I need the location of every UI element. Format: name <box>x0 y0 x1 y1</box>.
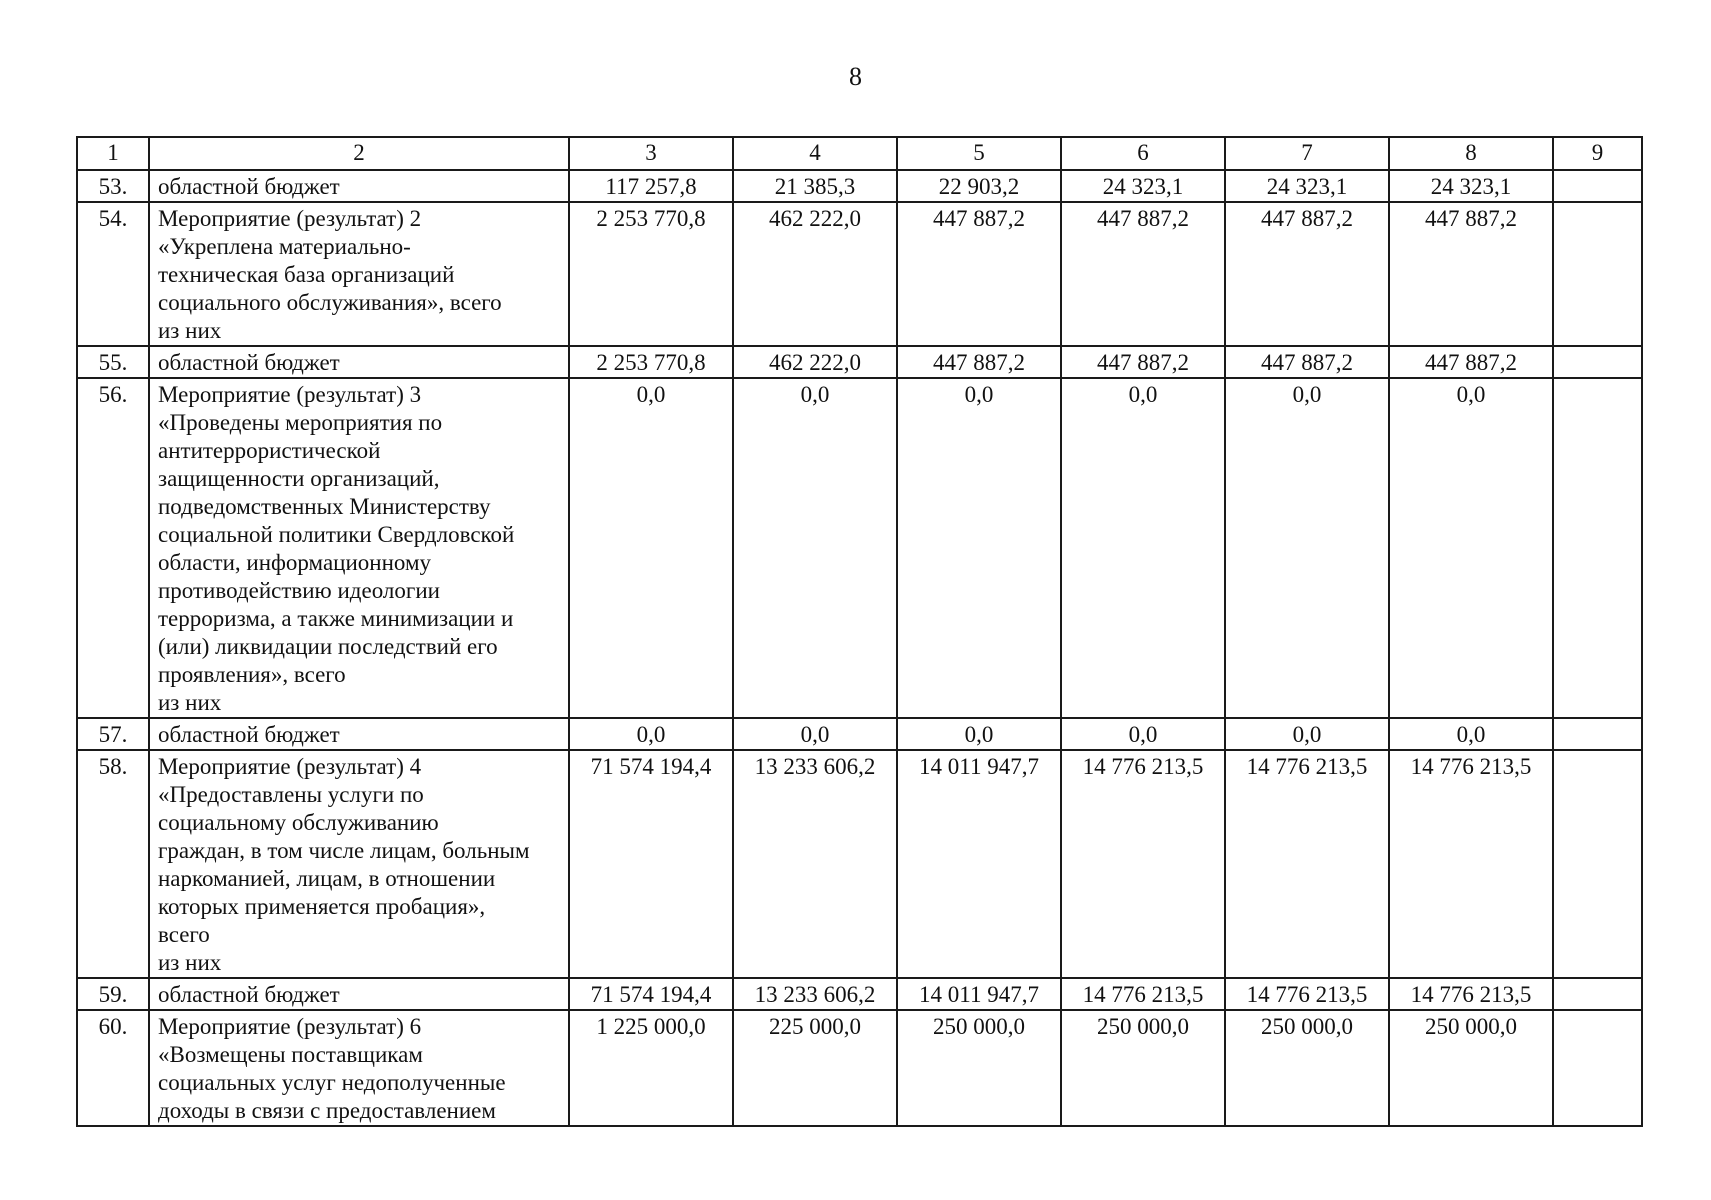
description-line: которых применяется пробация», <box>158 894 486 919</box>
description-line: защищенности организаций, <box>158 466 440 491</box>
value-cell-col-9 <box>1553 170 1642 202</box>
row-description <box>149 170 569 202</box>
table-row <box>77 346 1642 378</box>
value-cell-col-6: 250 000,0 <box>1061 1010 1225 1126</box>
description-line: «Проведены мероприятия по <box>158 410 443 435</box>
value-cell-col-9 <box>1553 346 1642 378</box>
row-description <box>149 978 569 1010</box>
description-line: антитеррористической <box>158 438 381 463</box>
column-header: 4 <box>733 137 897 170</box>
value-cell-col-9 <box>1553 750 1642 978</box>
value-cell-col-8: 14 776 213,5 <box>1389 750 1553 978</box>
description-line: проявления», всего <box>158 662 346 687</box>
value-cell-col-7: 0,0 <box>1225 378 1389 718</box>
value-cell-col-8: 0,0 <box>1389 378 1553 718</box>
value-cell-col-8: 447 887,2 <box>1389 346 1553 378</box>
value-cell-col-5: 447 887,2 <box>897 202 1061 346</box>
value-cell-col-5: 14 011 947,7 <box>897 750 1061 978</box>
value-cell-col-3: 0,0 <box>569 378 733 718</box>
description-line: Мероприятие (результат) 3 <box>158 382 422 407</box>
value-cell-col-8: 14 776 213,5 <box>1389 978 1553 1010</box>
row-number: 60. <box>77 1010 149 1126</box>
description-line: областной бюджет <box>158 350 340 375</box>
row-number: 53. <box>77 170 149 202</box>
value-cell-col-7: 447 887,2 <box>1225 202 1389 346</box>
value-cell-col-8: 24 323,1 <box>1389 170 1553 202</box>
description-line: подведомственных Министерству <box>158 494 491 519</box>
value-cell-col-5: 0,0 <box>897 378 1061 718</box>
row-number: 59. <box>77 978 149 1010</box>
value-cell-col-7: 14 776 213,5 <box>1225 978 1389 1010</box>
row-description <box>149 202 569 346</box>
description-line: «Возмещены поставщикам <box>158 1042 423 1067</box>
column-header: 7 <box>1225 137 1389 170</box>
description-line: всего <box>158 922 210 947</box>
value-cell-col-9 <box>1553 202 1642 346</box>
row-description <box>149 378 569 718</box>
value-cell-col-5: 14 011 947,7 <box>897 978 1061 1010</box>
description-line: областной бюджет <box>158 174 340 199</box>
value-cell-col-7: 250 000,0 <box>1225 1010 1389 1126</box>
description-line: «Предоставлены услуги по <box>158 782 424 807</box>
description-line: социальных услуг недополученные <box>158 1070 506 1095</box>
value-cell-col-8: 0,0 <box>1389 718 1553 750</box>
value-cell-col-5: 0,0 <box>897 718 1061 750</box>
value-cell-col-4: 21 385,3 <box>733 170 897 202</box>
value-cell-col-4: 0,0 <box>733 378 897 718</box>
value-cell-col-4: 462 222,0 <box>733 346 897 378</box>
value-cell-col-3: 2 253 770,8 <box>569 202 733 346</box>
description-line: терроризма, а также минимизации и <box>158 606 514 631</box>
description-line: областной бюджет <box>158 722 340 747</box>
description-line: области, информационному <box>158 550 432 575</box>
value-cell-col-8: 250 000,0 <box>1389 1010 1553 1126</box>
table-row <box>77 1010 1642 1126</box>
description-line: Мероприятие (результат) 4 <box>158 754 422 779</box>
column-header: 1 <box>77 137 149 170</box>
description-line: Мероприятие (результат) 2 <box>158 206 422 231</box>
column-header: 9 <box>1553 137 1642 170</box>
value-cell-col-6: 0,0 <box>1061 718 1225 750</box>
value-cell-col-9 <box>1553 718 1642 750</box>
description-line: техническая база организаций <box>158 262 455 287</box>
value-cell-col-7: 14 776 213,5 <box>1225 750 1389 978</box>
column-header: 3 <box>569 137 733 170</box>
value-cell-col-6: 447 887,2 <box>1061 346 1225 378</box>
description-line: «Укреплена материально- <box>158 234 411 259</box>
description-line: граждан, в том числе лицам, больным <box>158 838 530 863</box>
value-cell-col-5: 447 887,2 <box>897 346 1061 378</box>
row-number: 55. <box>77 346 149 378</box>
page-number: 8 <box>849 62 862 91</box>
row-number: 54. <box>77 202 149 346</box>
value-cell-col-4: 0,0 <box>733 718 897 750</box>
value-cell-col-7: 24 323,1 <box>1225 170 1389 202</box>
description-line: доходы в связи с предоставлением <box>158 1098 496 1123</box>
value-cell-col-3: 1 225 000,0 <box>569 1010 733 1126</box>
value-cell-col-3: 2 253 770,8 <box>569 346 733 378</box>
table-row <box>77 718 1642 750</box>
table-row <box>77 378 1642 718</box>
row-description <box>149 346 569 378</box>
description-line: областной бюджет <box>158 982 340 1007</box>
row-number: 56. <box>77 378 149 718</box>
budget-table <box>76 136 1643 1127</box>
table-row <box>77 170 1642 202</box>
value-cell-col-9 <box>1553 1010 1642 1126</box>
column-header: 2 <box>149 137 569 170</box>
value-cell-col-5: 22 903,2 <box>897 170 1061 202</box>
value-cell-col-6: 0,0 <box>1061 378 1225 718</box>
row-number: 57. <box>77 718 149 750</box>
value-cell-col-6: 14 776 213,5 <box>1061 978 1225 1010</box>
value-cell-col-4: 13 233 606,2 <box>733 750 897 978</box>
value-cell-col-6: 447 887,2 <box>1061 202 1225 346</box>
column-header: 6 <box>1061 137 1225 170</box>
description-line: социального обслуживания», всего <box>158 290 502 315</box>
description-line: наркоманией, лицам, в отношении <box>158 866 496 891</box>
description-line: из них <box>158 950 222 975</box>
value-cell-col-6: 24 323,1 <box>1061 170 1225 202</box>
value-cell-col-4: 462 222,0 <box>733 202 897 346</box>
table-row <box>77 750 1642 978</box>
value-cell-col-3: 71 574 194,4 <box>569 978 733 1010</box>
value-cell-col-3: 117 257,8 <box>569 170 733 202</box>
value-cell-col-4: 225 000,0 <box>733 1010 897 1126</box>
description-line: из них <box>158 318 222 343</box>
value-cell-col-3: 0,0 <box>569 718 733 750</box>
description-line: Мероприятие (результат) 6 <box>158 1014 422 1039</box>
table-row <box>77 202 1642 346</box>
description-line: (или) ликвидации последствий его <box>158 634 498 659</box>
row-description <box>149 750 569 978</box>
description-line: социальной политики Свердловской <box>158 522 515 547</box>
description-line: социальному обслуживанию <box>158 810 439 835</box>
value-cell-col-6: 14 776 213,5 <box>1061 750 1225 978</box>
table-row <box>77 978 1642 1010</box>
value-cell-col-7: 0,0 <box>1225 718 1389 750</box>
row-description <box>149 718 569 750</box>
column-header: 5 <box>897 137 1061 170</box>
value-cell-col-4: 13 233 606,2 <box>733 978 897 1010</box>
description-line: противодействию идеологии <box>158 578 440 603</box>
description-line: из них <box>158 690 222 715</box>
value-cell-col-5: 250 000,0 <box>897 1010 1061 1126</box>
column-header: 8 <box>1389 137 1553 170</box>
value-cell-col-3: 71 574 194,4 <box>569 750 733 978</box>
row-number: 58. <box>77 750 149 978</box>
value-cell-col-8: 447 887,2 <box>1389 202 1553 346</box>
value-cell-col-9 <box>1553 978 1642 1010</box>
header-row <box>77 137 1642 170</box>
row-description <box>149 1010 569 1126</box>
value-cell-col-9 <box>1553 378 1642 718</box>
value-cell-col-7: 447 887,2 <box>1225 346 1389 378</box>
